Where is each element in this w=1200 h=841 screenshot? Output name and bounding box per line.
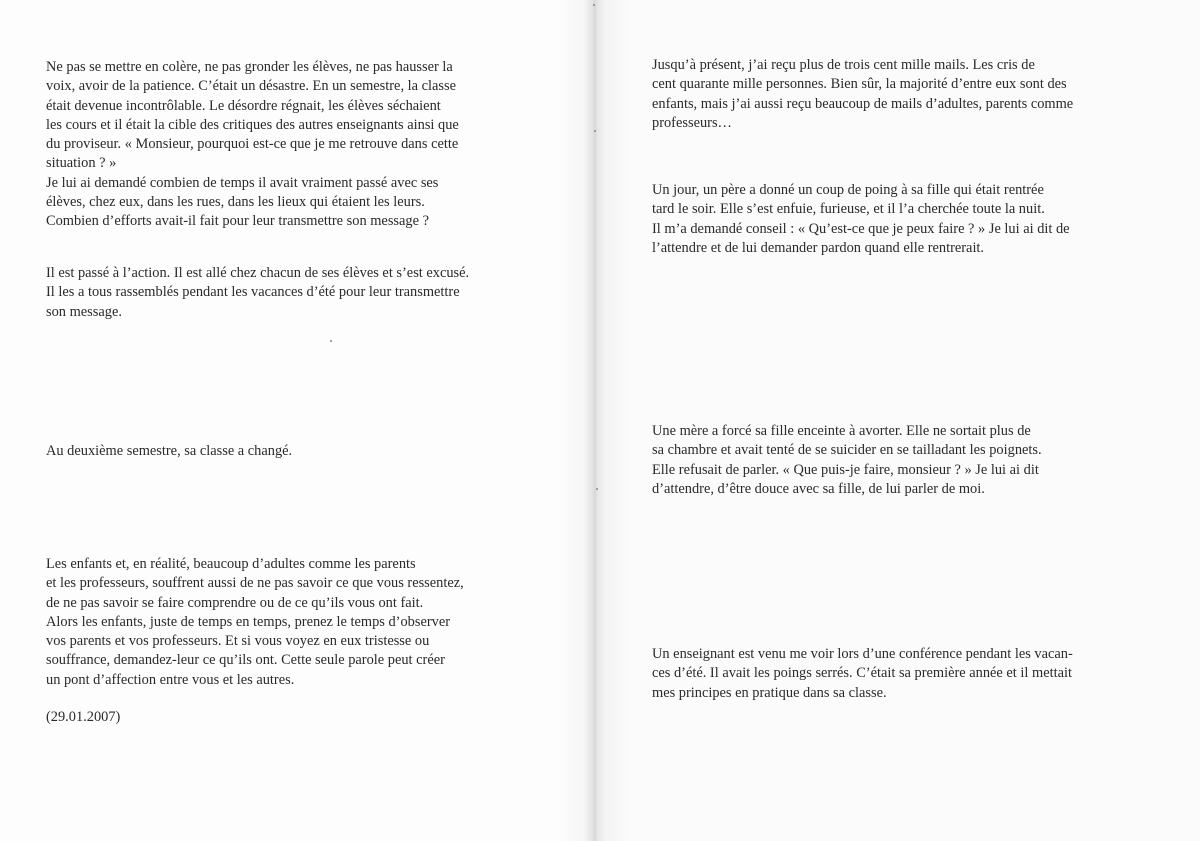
date-note: (29.01.2007) xyxy=(46,709,121,725)
right-paragraph-2: Un jour, un père a donné un coup de poing à sa fille qui était rentrée tard le soir. Elle s’est enfuie, furieuse, et il l’a cherchée toute la nuit. Il m’a demandé conseil : « Qu’est-ce que je peux faire ? » Je lui ai dit de l’attendre et de lui demander pardon quand elle rentrerait. xyxy=(652,182,1070,256)
book-gutter-shadow xyxy=(560,0,630,841)
scan-speck xyxy=(330,340,332,342)
scan-speck xyxy=(593,4,595,6)
left-paragraph-1: Ne pas se mettre en colère, ne pas gronder les élèves, ne pas hausser la voix, avoir de la patience. C’était un désastre. En un semestre, la classe était devenue incontrôlable. Le désordre régnait, les élèves séchaient les cours et il était la cible des critiques des autres enseignants ainsi que du proviseur. « Monsieur, pourquoi est-ce que je me retrouve dans cette situation ? » Je lui ai demandé combien de temps il avait vraiment passé avec ses élèves, chez eux, dans les rues, dans les lieux qui étaient les leurs. Combien d’efforts avait-il fait pour leur transmettre son message ? xyxy=(46,59,459,230)
scan-speck xyxy=(596,488,598,490)
right-paragraph-3: Une mère a forcé sa fille enceinte à avorter. Elle ne sortait plus de sa chambre et avait tenté de se suicider en se tailladant les poignets. Elle refusait de parler. « Que puis-je faire, monsieur ? » Je lui ai dit d’attendre, d’être douce avec sa fille, de lui parler de moi. xyxy=(652,423,1042,497)
left-paragraph-4: Les enfants et, en réalité, beaucoup d’adultes comme les parents et les professeurs, souffrent aussi de ne pas savoir ce que vous ressentez, de ne pas savoir se faire comprendre ou de ce qu’ils vous ont fait. Alors les enfants, juste de temps en temps, prenez le temps d’observer vos parents et vos professeurs. Et si vous voyez en eux tristesse ou souffrance, demandez-leur ce qu’ils ont. Cette seule parole peut créer un pont d’affection entre vous et les autres. xyxy=(46,556,464,688)
right-paragraph-1: Jusqu’à présent, j’ai reçu plus de trois cent mille mails. Les cris de cent quarante mille personnes. Bien sûr, la majorité d’entre eux sont des enfants, mais j’ai aussi reçu beaucoup de mails d’adultes, parents comme professeurs… xyxy=(652,57,1074,131)
right-paragraph-4: Un enseignant est venu me voir lors d’une conférence pendant les vacan- ces d’été. Il avait les poings serrés. C’était sa première année et il mettait mes principes en pratique dans sa classe. xyxy=(652,646,1073,701)
left-paragraph-3: Au deuxième semestre, sa classe a changé. xyxy=(46,443,293,459)
left-paragraph-2: Il est passé à l’action. Il est allé chez chacun de ses élèves et s’est excusé. Il les a tous rassemblés pendant les vacances d’été pour leur transmettre son message. xyxy=(46,265,470,320)
scan-speck xyxy=(594,130,596,132)
